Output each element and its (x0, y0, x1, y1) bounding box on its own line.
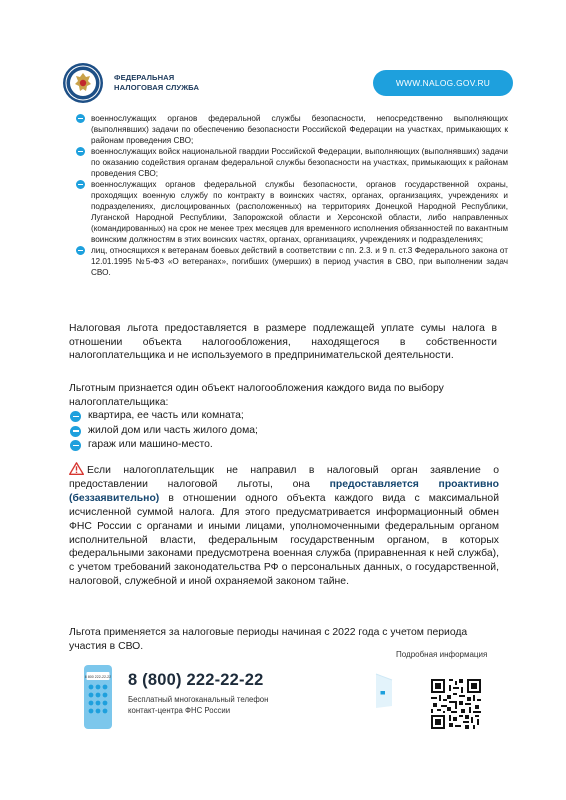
list-item-text: военнослужащих войск национальной гвардии Российской Федерации, выполняющих (выполнявших) задачи по оказанию содействия органам федеральной службы безопасности на участках, примыкающих к районам проведения СВО; (91, 147, 508, 178)
list-item (76, 113, 508, 146)
one-object-paragraph: Льготным признается один объект налогообложения каждого вида по выбору налогоплательщика: (69, 383, 444, 408)
bullet-minus-icon (76, 114, 85, 123)
bullet-minus-icon (70, 426, 81, 437)
list-item-text: военнослужащих органов федеральной службы безопасности, непосредственно выполняющих (выполнявших) задачи по обеспечению безопасности Российской Федерации на участках, примыкающих к районам проведения СВО; (91, 114, 508, 145)
org-name-line2: НАЛОГОВАЯ СЛУЖБА (114, 83, 200, 92)
hotline-description (128, 694, 268, 716)
scan-hint-icon (372, 672, 396, 710)
warning-text-part2: в отношении одного объекта каждого вида с максимальной исчисленной суммой налога. Для этого предусматривается информационный обмен ФНС России с органами и иными лицами, уполномоченными федеральным органом исполнительной власти, федеральным государственным органом, в которых федеральными законами предусмотрена военная служба (приравненная к ней служба), с учетом требований законодательства РФ о персональных данных, о государственной, налоговой, служебной и иной охраняемой законом тайне. (69, 492, 499, 588)
list-item (76, 245, 508, 278)
hotline-phone[interactable]: 8 (800) 222-22-22 (128, 671, 264, 689)
beneficiaries-list (76, 113, 508, 278)
warning-text-part1: Если налогоплательщик не направил в налоговый орган заявление о предоставлении налоговой льготы, она (69, 465, 499, 490)
period-paragraph: Льгота применяется за налоговые периоды начиная с 2022 года с учетом периода участия в СВО. (69, 627, 468, 652)
phone-keypad-icon (84, 665, 112, 729)
list-item-text: лиц, относящихся к ветеранам боевых действий в соответствии с пп. 2.3. и 9 п. ст.3 Федерального закона от 12.01.1995 №5-ФЗ «О ветеранах», погибших (умерших) в период участия в СВО, при выполнении задач СВО. (91, 246, 508, 277)
bullet-minus-icon (76, 246, 85, 255)
bullet-minus-icon (76, 180, 85, 189)
fns-emblem-icon (62, 62, 104, 104)
org-name (114, 73, 199, 93)
list-item-text: жилой дом или часть жилого дома; (88, 424, 258, 436)
hotline-description-line1: Бесплатный многоканальный телефон (128, 695, 269, 704)
qr-code-icon[interactable] (431, 679, 481, 729)
website-link[interactable]: WWW.NALOG.GOV.RU (373, 70, 513, 96)
more-info-label: Подробная информация (396, 650, 488, 659)
bullet-minus-icon (70, 411, 81, 422)
bullet-minus-icon (70, 440, 81, 451)
list-item (76, 146, 508, 179)
object-types-list (70, 409, 258, 453)
warning-highlight: предоставляется проактивно (беззаявительно) (69, 478, 499, 504)
page-header (62, 62, 512, 106)
phone-screen-text: 8 800 222-22-22 (84, 674, 112, 679)
org-name-line1: ФЕДЕРАЛЬНАЯ (114, 73, 175, 82)
list-item-text: военнослужащих органов федеральной службы безопасности, органов государственной охраны, проходящих военную службу по контракту в воинских частях, органах, организациях, учреждениях и подразделениях, дислоцированных (расположенных) на территориях Донецкой Народной Республики, Луганской Народной Республики, Запорожской области и Херсонской области, либо направленных (командированных) на срок не менее трех месяцев для временного исполнения обязанностей по вакантным воинским должностям в этих воинских частях, органах, организациях, учреждениях и подразделениях; (91, 180, 508, 244)
benefit-amount-paragraph: Налоговая льгота предоставляется в размере подлежащей уплате сумы налога в отношении объекта налогообложения, находящегося в собственности налогоплательщика и не используемого в предпринимательской деятельности. (69, 323, 497, 362)
hotline-description-line2: контакт-центра ФНС России (128, 706, 231, 715)
warning-triangle-icon (69, 462, 84, 475)
bullet-minus-icon (76, 147, 85, 156)
list-item-text: квартира, ее часть или комната; (88, 410, 244, 421)
list-item (70, 438, 258, 453)
list-item (76, 179, 508, 245)
list-item-text: гараж или машино-место. (88, 439, 213, 450)
list-item (70, 409, 258, 424)
list-item (70, 424, 258, 439)
proactive-warning-paragraph (69, 462, 499, 589)
